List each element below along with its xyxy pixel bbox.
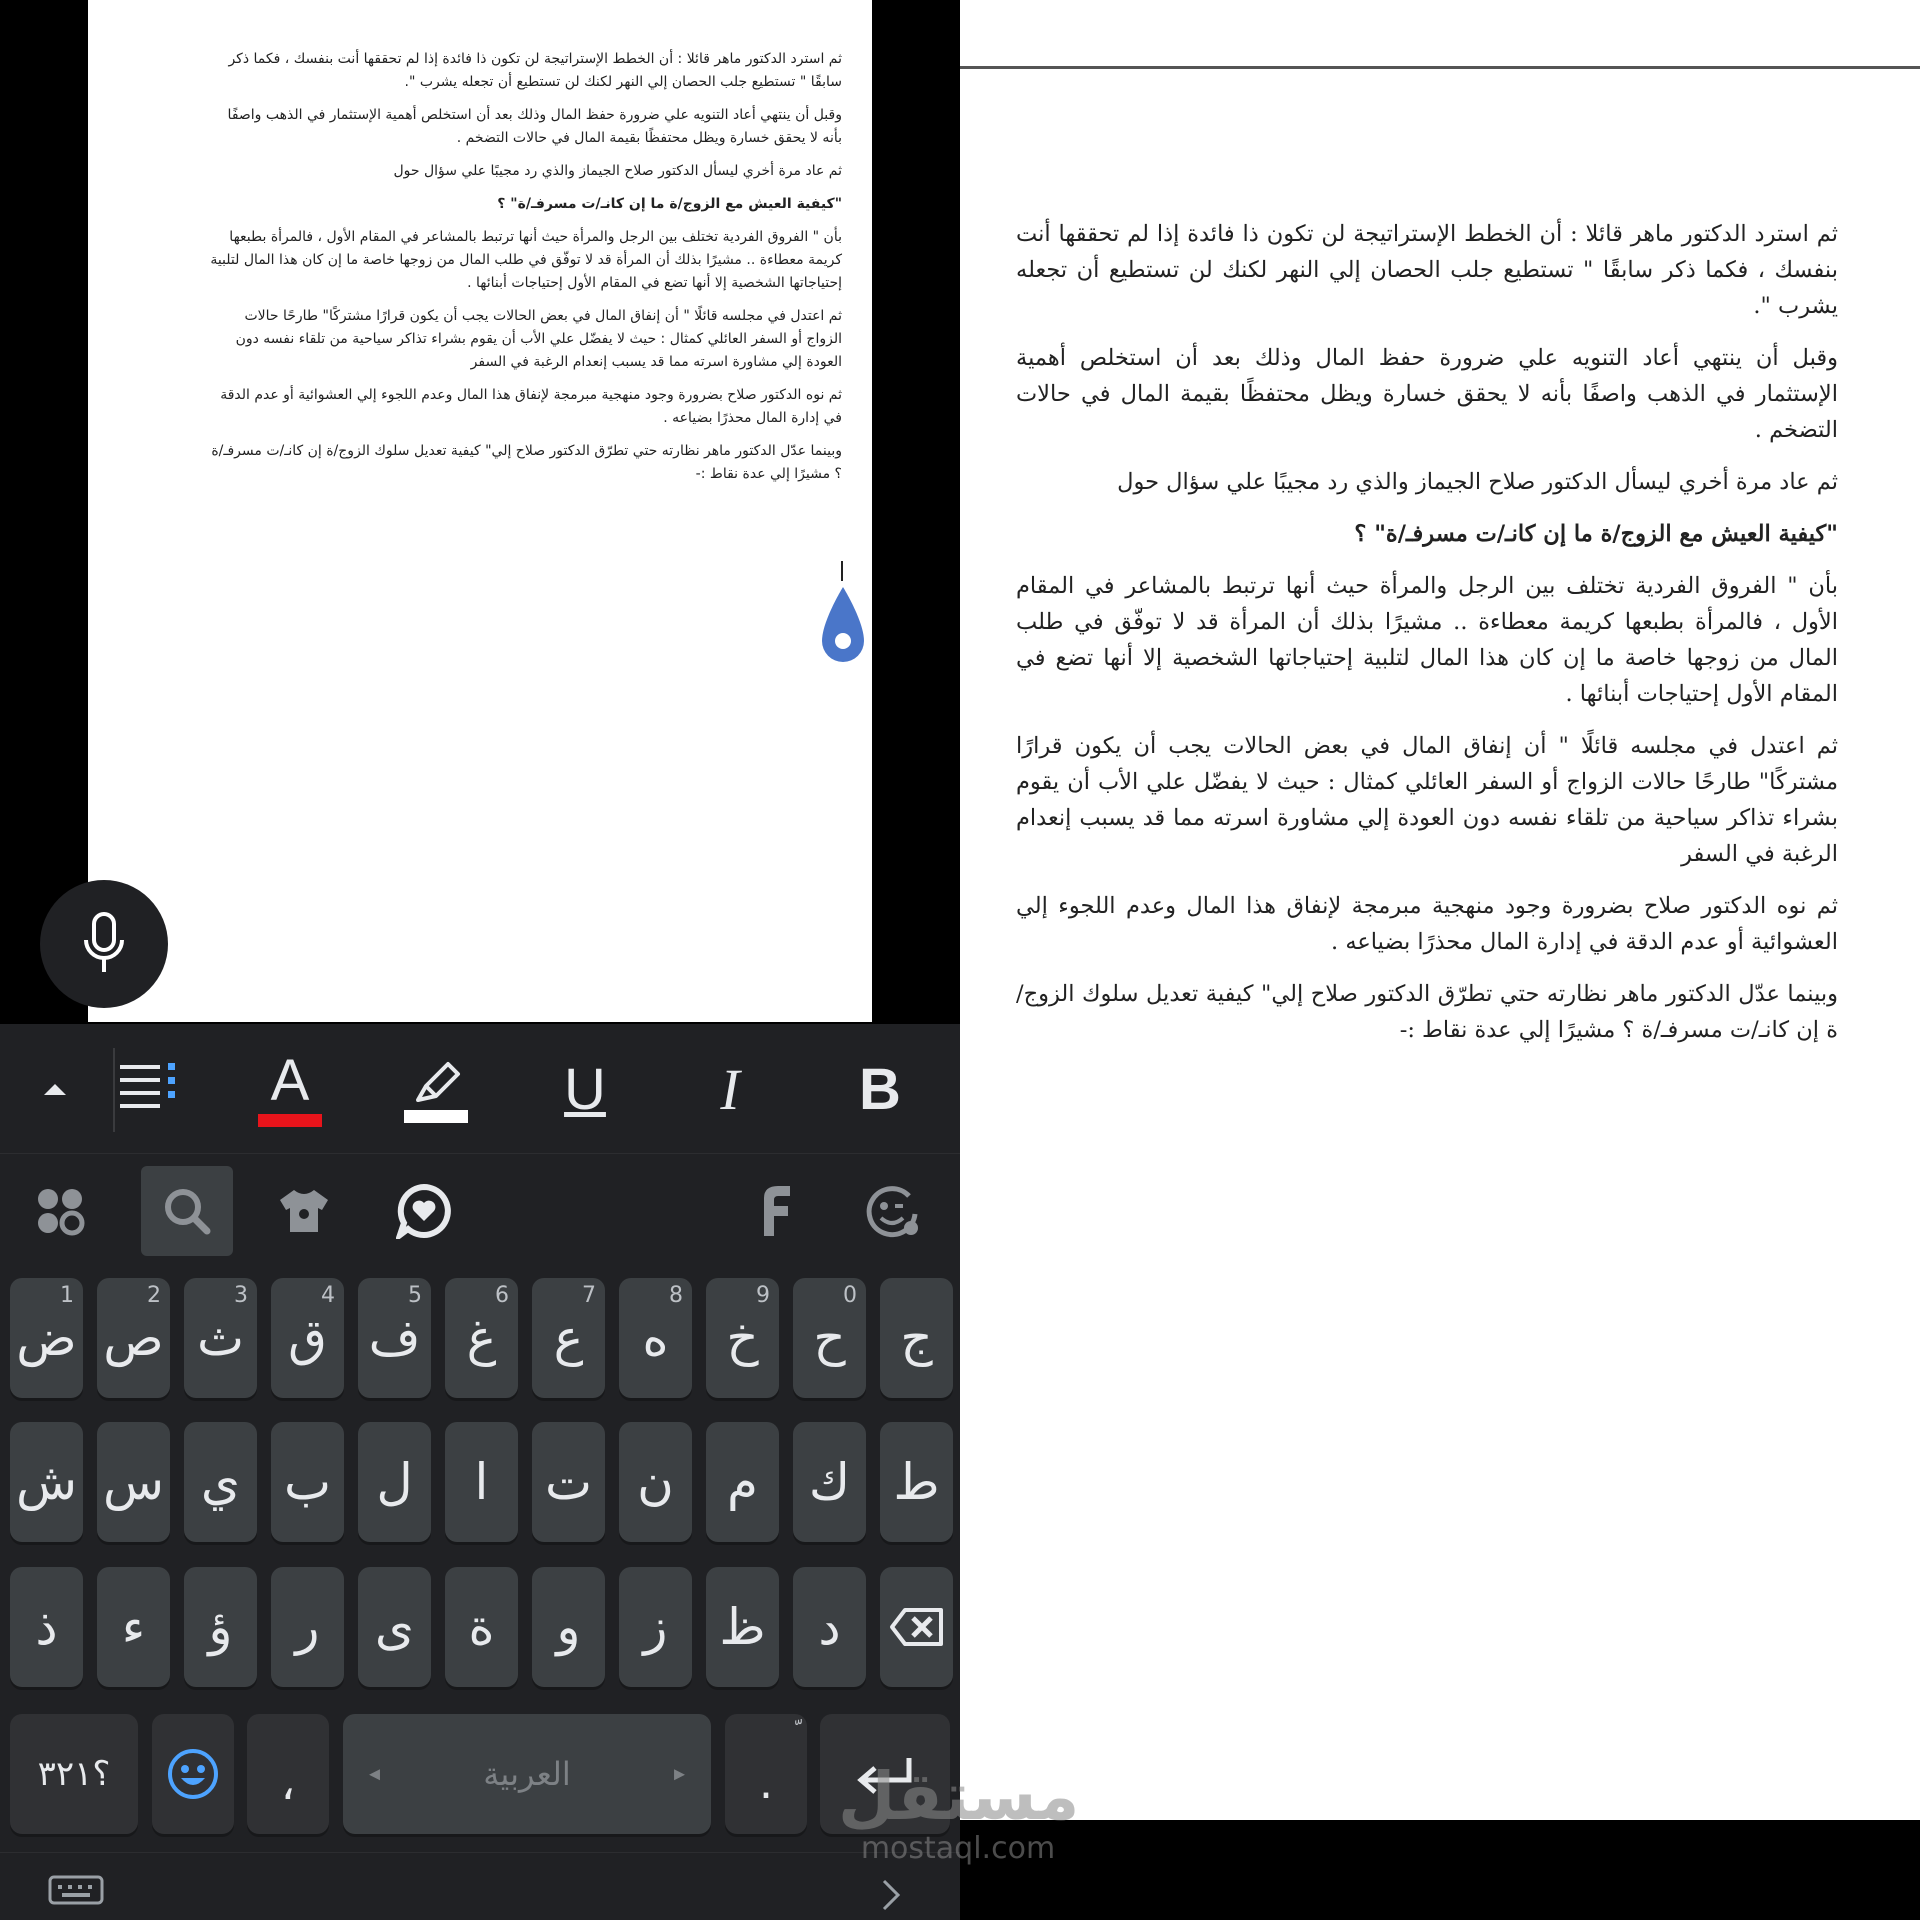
zoom-paragraph: ثم استرد الدكتور ماهر قائلا : أن الخطط الإستراتيجة لن تكون ذا فائدة إذا لم تحققها أنت بنفسك ، فكما ذكر سابقًا " تستطيع جلب الحصان إلي النهر لكنك لن تستطيع أن تجعله يشرب ". xyxy=(1016,221,1838,319)
backspace-icon xyxy=(889,1607,945,1647)
key[interactable] xyxy=(793,1422,866,1542)
bold-button[interactable] xyxy=(840,1024,920,1154)
zoom-paragraph: "كيفية العيش مع الزوج/ة ما إن كانـ/ت مسرفـ/ة" ؟ xyxy=(1354,521,1838,547)
space-key[interactable] xyxy=(343,1714,711,1834)
key-char: ن xyxy=(637,1453,674,1511)
key[interactable] xyxy=(271,1422,344,1542)
list-lines-icon xyxy=(116,1061,178,1117)
key-char: ر xyxy=(295,1598,320,1656)
key-hint: 9 xyxy=(756,1283,770,1308)
key-char: ء xyxy=(121,1598,146,1656)
text-color-button[interactable] xyxy=(250,1024,330,1154)
key-char: ق xyxy=(288,1309,327,1367)
key-char: ز xyxy=(643,1598,668,1656)
space-key-label: العربية xyxy=(483,1755,571,1793)
comma-key[interactable] xyxy=(247,1714,329,1834)
key-char: ظ xyxy=(719,1598,766,1656)
period-key-label: . xyxy=(759,1757,773,1809)
key-char: ؤ xyxy=(208,1598,233,1656)
key[interactable] xyxy=(793,1278,866,1398)
format-toolbar xyxy=(0,1024,960,1154)
key[interactable] xyxy=(706,1567,779,1687)
document-text[interactable] xyxy=(206,48,842,496)
key-hint: 1 xyxy=(60,1283,74,1308)
emoji-wink-icon xyxy=(865,1184,919,1238)
sticker-chat-icon xyxy=(396,1183,452,1239)
arabic-keyboard xyxy=(0,1264,960,1854)
underline-letter: U xyxy=(564,1056,606,1122)
watermark-arabic: مستقل xyxy=(838,1758,1080,1835)
key[interactable] xyxy=(271,1567,344,1687)
key-char: ع xyxy=(553,1309,584,1367)
zoom-paragraph: ثم اعتدل في مجلسه قائلًا " أن إنفاق المال في بعض الحالات يجب أن يكون قرارًا مشتركًا" طارحًا حالات الزواج أو السفر العائلي كمثال : حيث لا يفضّل علي الأب أن يقوم بشراء تذاكر سياحية من تلقاء نفسه دون العودة إلي مشاورة اسرته مما قد يسبب إنعدام الرغبة في السفر xyxy=(1016,733,1838,867)
key-char: ف xyxy=(368,1309,421,1367)
key[interactable] xyxy=(619,1422,692,1542)
key[interactable] xyxy=(445,1567,518,1687)
key-char: خ xyxy=(726,1309,759,1367)
key-char: ة xyxy=(468,1598,495,1656)
text-color-letter: A xyxy=(270,1047,310,1113)
key-char: ذ xyxy=(35,1598,58,1656)
key-char: ج xyxy=(900,1309,933,1367)
emoji-key[interactable] xyxy=(152,1714,234,1834)
smiley-icon xyxy=(167,1748,219,1800)
key[interactable] xyxy=(880,1278,953,1398)
zoom-paragraph: ثم عاد مرة أخري ليسأل الدكتور صلاح الجيماز والذي رد مجيبًا علي سؤال حول xyxy=(1117,469,1838,495)
voice-input-button[interactable] xyxy=(40,880,168,1008)
underline-button[interactable] xyxy=(545,1024,625,1154)
key-hint: 4 xyxy=(321,1283,335,1308)
keyboard-fonts-button[interactable] xyxy=(728,1166,820,1256)
key[interactable] xyxy=(358,1278,431,1398)
navigation-bar xyxy=(0,1852,960,1920)
marker-icon xyxy=(404,1056,468,1106)
text-color-swatch xyxy=(258,1114,322,1127)
theme-shirt-icon xyxy=(276,1186,332,1236)
key[interactable] xyxy=(445,1422,518,1542)
key-char: ح xyxy=(813,1309,846,1367)
caret-up-icon xyxy=(42,1082,68,1096)
key-char: ض xyxy=(16,1309,77,1367)
key-char: ل xyxy=(376,1453,413,1511)
key-char: ه xyxy=(642,1309,669,1367)
highlight-swatch xyxy=(404,1110,468,1123)
italic-button[interactable] xyxy=(690,1024,770,1154)
key-char: ط xyxy=(893,1453,940,1511)
document-page[interactable] xyxy=(88,0,872,1022)
key[interactable] xyxy=(10,1278,83,1398)
key[interactable] xyxy=(445,1278,518,1398)
mostaql-watermark xyxy=(838,1760,1078,1864)
text-cursor xyxy=(841,561,843,581)
keyboard-hide-icon[interactable] xyxy=(48,1875,104,1913)
apps-icon xyxy=(34,1185,86,1237)
chevron-right-icon[interactable] xyxy=(880,1877,902,1913)
zoomed-document-text xyxy=(1016,216,1838,1064)
highlight-button[interactable] xyxy=(396,1024,476,1154)
key-char: ك xyxy=(808,1453,851,1511)
key[interactable] xyxy=(184,1567,257,1687)
keyboard-apps-button[interactable] xyxy=(14,1166,106,1256)
key[interactable] xyxy=(97,1278,170,1398)
key-char: س xyxy=(102,1453,165,1511)
cursor-handle-icon[interactable] xyxy=(818,585,868,667)
doc-paragraph[interactable]: بأن " الفروق الفردية تختلف بين الرجل والمرأة حيث أنها ترتبط بالمشاعر في المقام الأول ، فالمرأة بطبعها كريمة معطاءة .. مشيرًا بذلك أن المرأة قد لا توفّق في طلب المال من زوجها خاصة ما إن كان هذا المال لتلبية إحتياجاتها الشخصية إلا أنها تضع في المقام الأول إحتياجات أبنائها . xyxy=(210,229,842,291)
doc-paragraph[interactable]: ثم نوه الدكتور صلاح بضرورة وجود منهجية مبرمجة لإنفاق هذا المال وعدم اللجوء إلي العشوائية أو عدم الدقة في إدارة المال محذرًا بضياعه . xyxy=(220,387,842,426)
key-hint: 3 xyxy=(234,1283,248,1308)
search-icon xyxy=(161,1185,213,1237)
watermark-latin: mostaql.com xyxy=(860,1831,1056,1866)
zoom-paragraph: وقبل أن ينتهي أعاد التنويه علي ضرورة حفظ المال وذلك بعد أن استخلص أهمية الإستثمار في الذهب واصفًا بأنه لا يحقق خسارة ويظل محتفظًا بقيمة المال في حالات التضخم . xyxy=(1016,345,1838,443)
key-char: ت xyxy=(544,1453,593,1511)
key[interactable] xyxy=(619,1278,692,1398)
key-char: ى xyxy=(374,1598,415,1656)
key[interactable] xyxy=(793,1567,866,1687)
key[interactable] xyxy=(706,1278,779,1398)
key[interactable] xyxy=(532,1567,605,1687)
page-top-border xyxy=(960,66,1920,69)
keyboard-tools-bar xyxy=(0,1154,960,1264)
zoomed-document-view xyxy=(960,0,1920,1920)
keyboard-theme-button[interactable] xyxy=(258,1166,350,1256)
key-hint: 5 xyxy=(408,1283,422,1308)
symbols-key[interactable] xyxy=(10,1714,138,1834)
zoom-paragraph: ثم نوه الدكتور صلاح بضرورة وجود منهجية مبرمجة لإنفاق هذا المال وعدم اللجوء إلي العشوائية أو عدم الدقة في إدارة المال محذرًا بضياعه . xyxy=(1016,893,1838,955)
key[interactable] xyxy=(358,1422,431,1542)
key-char: ي xyxy=(200,1453,241,1511)
period-key[interactable] xyxy=(725,1714,807,1834)
key[interactable] xyxy=(271,1278,344,1398)
key-hint: 7 xyxy=(582,1283,596,1308)
doc-paragraph[interactable]: وبينما عدّل الدكتور ماهر نظارته حتي تطرّق الدكتور صلاح إلي" كيفية تعديل سلوك الزوج/ة إن كانـ/ت مسرفـ/ة ؟ مشيرًا إلي عدة نقاط :- xyxy=(211,443,842,482)
font-f-icon xyxy=(750,1182,798,1240)
zoomed-document-page xyxy=(960,0,1920,1820)
key-char: ص xyxy=(103,1309,164,1367)
doc-paragraph[interactable]: ثم عاد مرة أخري ليسأل الدكتور صلاح الجيماز والذي رد مجيبًا علي سؤال حول xyxy=(393,163,842,179)
doc-paragraph[interactable]: ثم استرد الدكتور ماهر قائلا : أن الخطط الإستراتيجة لن تكون ذا فائدة إذا لم تحققها أنت بنفسك ، فكما ذكر سابقًا " تستطيع جلب الحصان إلي النهر لكنك لن تستطيع أن تجعله يشرب ". xyxy=(228,51,842,90)
space-right-arrow-icon: ▸ xyxy=(673,1761,685,1787)
key[interactable] xyxy=(880,1422,953,1542)
expand-toolbar-button[interactable] xyxy=(30,1024,80,1154)
paragraph-format-button[interactable] xyxy=(112,1024,182,1154)
key[interactable] xyxy=(184,1278,257,1398)
key-char: ث xyxy=(196,1309,245,1367)
italic-letter: I xyxy=(720,1056,740,1122)
doc-paragraph[interactable]: "كيفية العيش مع الزوج/ة ما إن كانـ/ت مسرفـ/ة" ؟ xyxy=(497,196,842,212)
key-char: ا xyxy=(474,1453,489,1511)
key-hint: 2 xyxy=(147,1283,161,1308)
key[interactable] xyxy=(532,1422,605,1542)
key[interactable] xyxy=(97,1567,170,1687)
key[interactable] xyxy=(10,1422,83,1542)
key-char: د xyxy=(818,1598,841,1656)
key[interactable] xyxy=(619,1567,692,1687)
key-hint: 8 xyxy=(669,1283,683,1308)
key-hint: 0 xyxy=(843,1283,857,1308)
key[interactable] xyxy=(706,1422,779,1542)
doc-paragraph[interactable]: ثم اعتدل في مجلسه قائلًا " أن إنفاق المال في بعض الحالات يجب أن يكون قرارًا مشتركًا" طارحًا حالات الزواج أو السفر العائلي كمثال : حيث لا يفضّل علي الأب أن يقوم بشراء تذاكر سياحية من تلقاء نفسه دون العودة إلي مشاورة اسرته مما قد يسبب إنعدام الرغبة في السفر xyxy=(235,308,842,370)
key-char: م xyxy=(727,1453,758,1511)
symbols-key-label: ؟٣٢١ xyxy=(37,1754,111,1794)
key-char: و xyxy=(556,1598,581,1656)
keyboard-sticker-button[interactable] xyxy=(378,1166,470,1256)
zoom-paragraph: بأن " الفروق الفردية تختلف بين الرجل والمرأة حيث أنها ترتبط بالمشاعر في المقام الأول ، فالمرأة بطبعها كريمة معطاءة .. مشيرًا بذلك أن المرأة قد لا توفّق في طلب المال من زوجها خاصة ما إن كان هذا المال لتلبية إحتياجاتها الشخصية إلا أنها تضع في المقام الأول إحتياجات أبنائها . xyxy=(1016,573,1838,707)
key-char: ب xyxy=(283,1453,332,1511)
zoom-paragraph: وبينما عدّل الدكتور ماهر نظارته حتي تطرّق الدكتور صلاح إلي" كيفية تعديل سلوك الزوج/ة إن كانـ/ت مسرفـ/ة ؟ مشيرًا إلي عدة نقاط :- xyxy=(1016,981,1838,1043)
key[interactable] xyxy=(358,1567,431,1687)
key[interactable] xyxy=(10,1567,83,1687)
key[interactable] xyxy=(532,1278,605,1398)
space-left-arrow-icon: ◂ xyxy=(369,1761,381,1787)
key-char: ش xyxy=(15,1453,78,1511)
backspace-key[interactable] xyxy=(880,1567,953,1687)
keyboard-emoji-menu-button[interactable] xyxy=(846,1166,938,1256)
keyboard-search-button[interactable] xyxy=(141,1166,233,1256)
bold-letter: B xyxy=(859,1056,901,1122)
key-char: غ xyxy=(466,1309,497,1367)
key[interactable] xyxy=(97,1422,170,1542)
key[interactable] xyxy=(184,1422,257,1542)
key-hint: 6 xyxy=(495,1283,509,1308)
doc-paragraph[interactable]: وقبل أن ينتهي أعاد التنويه علي ضرورة حفظ المال وذلك بعد أن استخلص أهمية الإستثمار في الذهب واصفًا بأنه لا يحقق خسارة ويظل محتفظًا بقيمة المال في حالات التضخم . xyxy=(227,107,842,146)
microphone-icon xyxy=(82,912,126,976)
comma-key-label: ، xyxy=(280,1758,296,1810)
